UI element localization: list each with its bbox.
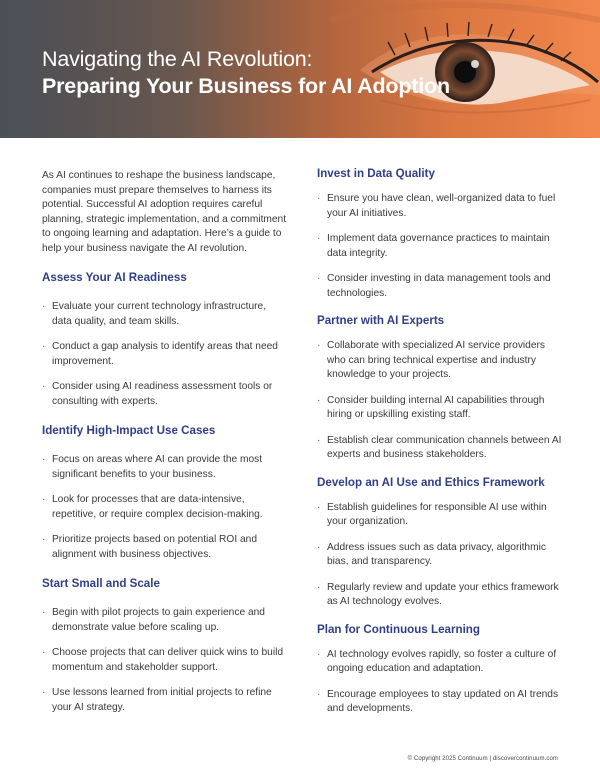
bullet-list	[317, 648, 562, 717]
list-item: · Consider investing in data management tools and technologies.	[317, 272, 562, 301]
section-heading: Start Small and Scale	[42, 577, 160, 590]
title-line-1: Navigating the AI Revolution:	[42, 47, 313, 71]
list-item: · Use lessons learned from initial projects to refine your AI strategy.	[42, 686, 287, 715]
bullet-list	[42, 453, 287, 562]
list-item: · Ensure you have clean, well-organized data to fuel your AI initiatives.	[317, 192, 562, 221]
footer-copyright: © Copyright 2025 Continuum | discovercontinuum.com	[407, 756, 558, 762]
list-item: · Consider using AI readiness assessment tools or consulting with experts.	[42, 380, 287, 409]
hero-banner	[0, 0, 600, 138]
bullet-list	[317, 339, 562, 463]
section-heading: Identify High-Impact Use Cases	[42, 424, 216, 437]
list-item: · Choose projects that can deliver quick wins to build momentum and stakeholder support.	[42, 646, 287, 675]
bullet-list	[42, 300, 287, 409]
list-item: · Establish guidelines for responsible AI use within your organization.	[317, 501, 562, 530]
section-heading: Invest in Data Quality	[317, 167, 435, 180]
bullet-list	[317, 501, 562, 610]
bullet-list	[42, 606, 287, 715]
list-item: · Prioritize projects based on potential ROI and alignment with business objectives.	[42, 533, 287, 562]
list-item: · Establish clear communication channels between AI experts and business stakeholders.	[317, 434, 562, 463]
list-item: · Encourage employees to stay updated on AI trends and developments.	[317, 688, 562, 717]
list-item: · Collaborate with specialized AI service providers who can bring technical expertise and industry knowledge to your projects.	[317, 339, 562, 383]
list-item: · Evaluate your current technology infrastructure, data quality, and team skills.	[42, 300, 287, 329]
right-column	[317, 166, 562, 728]
list-item: · Consider building internal AI capabilities through hiring or upskilling existing staff.	[317, 394, 562, 423]
list-item: · Implement data governance practices to maintain data integrity.	[317, 232, 562, 261]
title-line-2: Preparing Your Business for AI Adoption	[42, 74, 450, 98]
list-item: · Conduct a gap analysis to identify areas that need improvement.	[42, 340, 287, 369]
list-item: · Look for processes that are data-intensive, repetitive, or require complex decision-making.	[42, 493, 287, 522]
intro-paragraph: As AI continues to reshape the business landscape, companies must prepare themselves to harness its potential. Successful AI adoption requires careful planning, strategic implementation, and a commitment to ongoing learning and adaptation. Here’s a guide to help your business navigate the AI revolution.	[42, 170, 287, 254]
section-heading: Develop an AI Use and Ethics Framework	[317, 475, 545, 489]
section-heading: Assess Your AI Readiness	[42, 271, 187, 284]
left-column	[42, 166, 287, 726]
list-item: · Begin with pilot projects to gain experience and demonstrate value before scaling up.	[42, 606, 287, 635]
list-item: · Address issues such as data privacy, algorithmic bias, and transparency.	[317, 541, 562, 570]
section-heading: Plan for Continuous Learning	[317, 622, 480, 636]
list-item: · Regularly review and update your ethics framework as AI technology evolves.	[317, 581, 562, 610]
section-heading: Partner with AI Experts	[317, 314, 445, 327]
page-title	[42, 46, 450, 100]
bullet-list	[317, 192, 562, 301]
list-item: · Focus on areas where AI can provide the most significant benefits to your business.	[42, 453, 287, 482]
list-item: · AI technology evolves rapidly, so foster a culture of ongoing education and adaptation.	[317, 648, 562, 677]
